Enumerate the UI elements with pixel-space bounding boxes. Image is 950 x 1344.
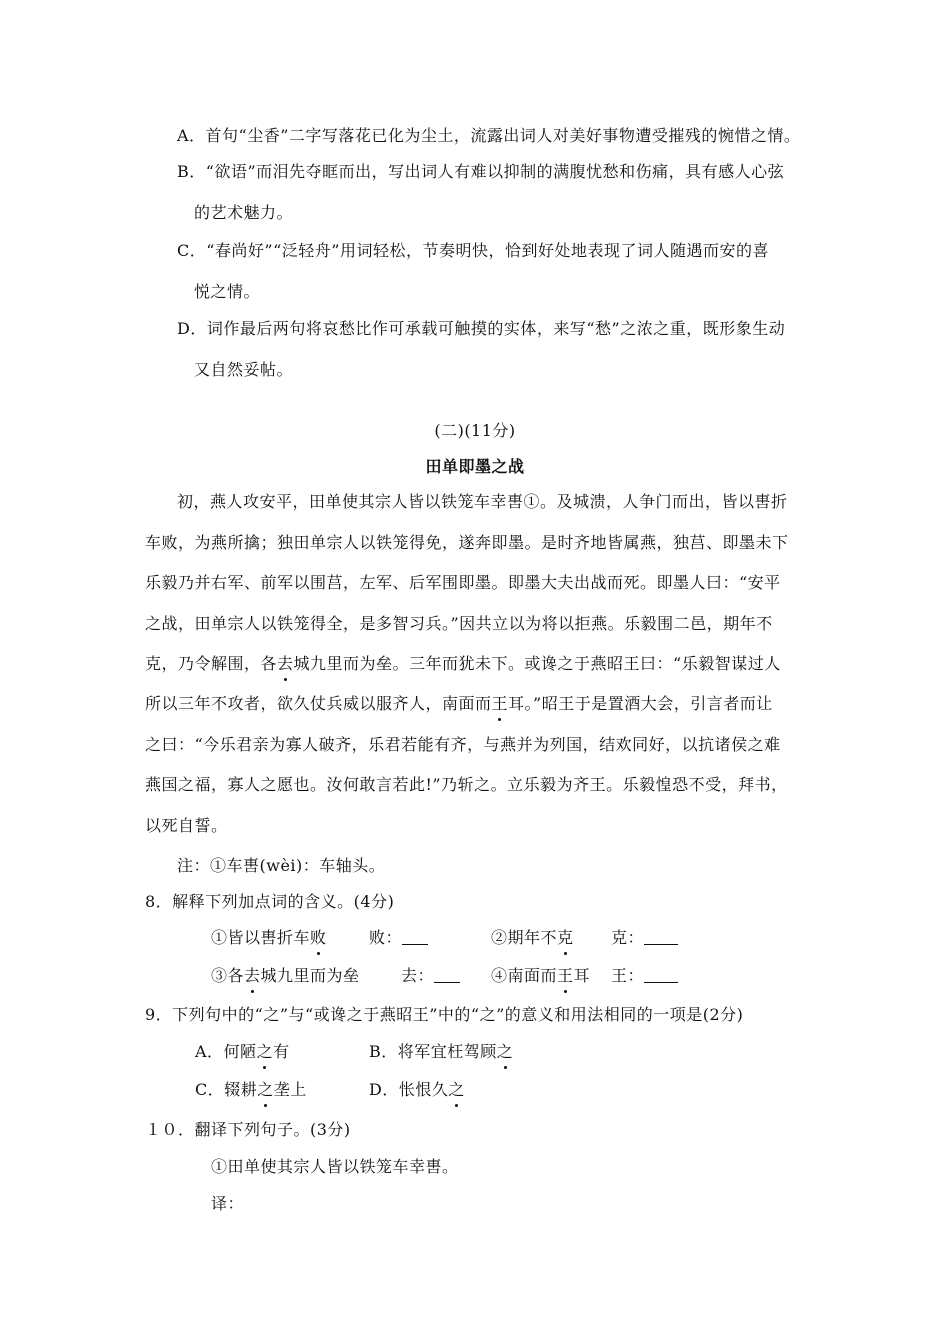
q8-answer-3 <box>401 964 460 988</box>
q9-option-c-text: C．辍耕 <box>195 1080 258 1099</box>
passage-line-5-a: 克，乃令解围，各 <box>145 654 278 673</box>
q8-answer-2 <box>611 926 678 950</box>
q10-translation-label: 译： <box>211 1194 245 1213</box>
q8-stem: 8．解释下列加点词的含义。(4分) <box>145 892 395 911</box>
dotted-word-wang: 王 <box>492 692 509 716</box>
q9-option-d-text: D．怅恨久 <box>369 1080 449 1099</box>
dotted-word-ke: 克 <box>557 926 574 950</box>
q8-item-2-text: ②期年不 <box>491 928 558 947</box>
answer-blank[interactable] <box>402 928 428 945</box>
passage-line-9: 以死自誓。 <box>145 816 228 835</box>
q9-option-a-text-end: 有 <box>273 1042 290 1061</box>
option-c-line1: C．“春尚好”“泛轻舟”用词轻松，节奏明快，恰到好处地表现了词人随遇而安的喜 <box>177 241 769 260</box>
dotted-word-bai: 败 <box>310 926 327 950</box>
footnote: 注：①车軎(wèi)：车轴头。 <box>177 856 386 875</box>
q9-option-a <box>195 1040 290 1064</box>
answer-blank[interactable] <box>644 928 678 945</box>
section-heading: (二)(11分) <box>434 421 516 440</box>
q8-item-4-text-c: 耳 <box>573 966 591 985</box>
q8-answer-1-label: 败： <box>369 928 403 947</box>
answer-blank[interactable] <box>644 966 678 983</box>
q10-sentence-1: ①田单使其宗人皆以铁笼车幸軎。 <box>211 1157 459 1176</box>
dotted-word-qu: 去 <box>277 652 294 676</box>
passage-line-6-a: 所以三年不攻者，欲久仗兵威以服齐人，南面而 <box>145 694 492 713</box>
passage-line-6 <box>145 692 773 716</box>
q9-option-c <box>195 1078 307 1102</box>
dotted-word-zhi: 之 <box>257 1040 274 1064</box>
answer-blank[interactable] <box>434 966 460 983</box>
option-b-line1: B．“欲语”而泪先夺眶而出，写出词人有难以抑制的满腹忧愁和伤痛，具有感人心弦 <box>177 162 785 181</box>
q8-item-3 <box>211 964 360 988</box>
passage-line-4: 之战，田单宗人以铁笼得全，是多智习兵。”因共立以为将以拒燕。乐毅围二邑，期年不 <box>145 614 773 633</box>
q9-option-d <box>369 1078 465 1102</box>
dotted-word-qu: 去 <box>244 964 261 988</box>
q8-answer-4-label: 王： <box>611 966 645 985</box>
dotted-word-zhi: 之 <box>497 1040 514 1064</box>
passage-line-5 <box>145 652 781 676</box>
q8-answer-4 <box>611 964 678 988</box>
q8-item-3-text-a: ③各 <box>211 966 245 985</box>
q10-stem: １０．翻译下列句子。(3分) <box>145 1120 351 1139</box>
q8-item-3-text-c: 城九里而为垒 <box>260 966 360 985</box>
q8-item-2 <box>491 926 574 950</box>
q8-answer-2-label: 克： <box>611 928 645 947</box>
option-d-line2: 又自然妥帖。 <box>194 360 294 379</box>
q8-item-4 <box>491 964 590 988</box>
option-a: A．首句“尘香”二字写落花已化为尘土，流露出词人对美好事物遭受摧残的惋惜之情。 <box>177 126 801 145</box>
q9-option-b-text: B．将军宜枉驾顾 <box>369 1042 497 1061</box>
passage-line-2: 车败，为燕所擒；独田单宗人以铁笼得免，遂奔即墨。是时齐地皆属燕，独莒、即墨未下 <box>145 533 789 552</box>
q8-answer-3-label: 去： <box>401 966 435 985</box>
dotted-word-wang: 王 <box>557 964 574 988</box>
passage-line-1: 初，燕人攻安平，田单使其宗人皆以铁笼车幸軎①。及城溃，人争门而出，皆以軎折 <box>177 492 788 511</box>
passage-line-6-c: 耳。”昭王于是置酒大会，引言者而让 <box>508 694 773 713</box>
q8-item-1-text: ①皆以軎折车 <box>211 928 311 947</box>
dotted-word-zhi: 之 <box>257 1078 274 1102</box>
option-b-line2: 的艺术魅力。 <box>194 203 294 222</box>
passage-line-8: 燕国之福，寡人之愿也。汝何敢言若此!”乃斩之。立乐毅为齐王。乐毅惶恐不受，拜书， <box>145 775 788 794</box>
q9-option-a-text: A．何陋 <box>195 1042 257 1061</box>
q9-option-c-text-end: 垄上 <box>273 1080 307 1099</box>
option-c-line2: 悦之情。 <box>194 282 261 301</box>
passage-line-7: 之曰：“今乐君亲为寡人破齐，乐君若能有齐，与燕并为列国，结欢同好，以抗诸侯之难 <box>145 735 781 754</box>
q9-option-b <box>369 1040 513 1064</box>
dotted-word-zhi: 之 <box>448 1078 465 1102</box>
option-d-line1: D．词作最后两句将哀愁比作可承载可触摸的实体，来写“愁”之浓之重，既形象生动 <box>177 319 786 338</box>
passage-line-3: 乐毅乃并右军、前军以围莒，左军、后军围即墨。即墨大夫出战而死。即墨人曰：“安平 <box>145 573 781 592</box>
q8-answer-1 <box>369 926 428 950</box>
passage-title: 田单即墨之战 <box>425 457 525 476</box>
passage-line-5-c: 城九里而为垒。三年而犹未下。或谗之于燕昭王曰：“乐毅智谋过人 <box>293 654 781 673</box>
q8-item-1 <box>211 926 327 950</box>
q8-item-4-text-a: ④南面而 <box>491 966 558 985</box>
q9-stem: 9．下列句中的“之”与“或谗之于燕昭王”中的“之”的意义和用法相同的一项是(2分) <box>145 1005 744 1024</box>
